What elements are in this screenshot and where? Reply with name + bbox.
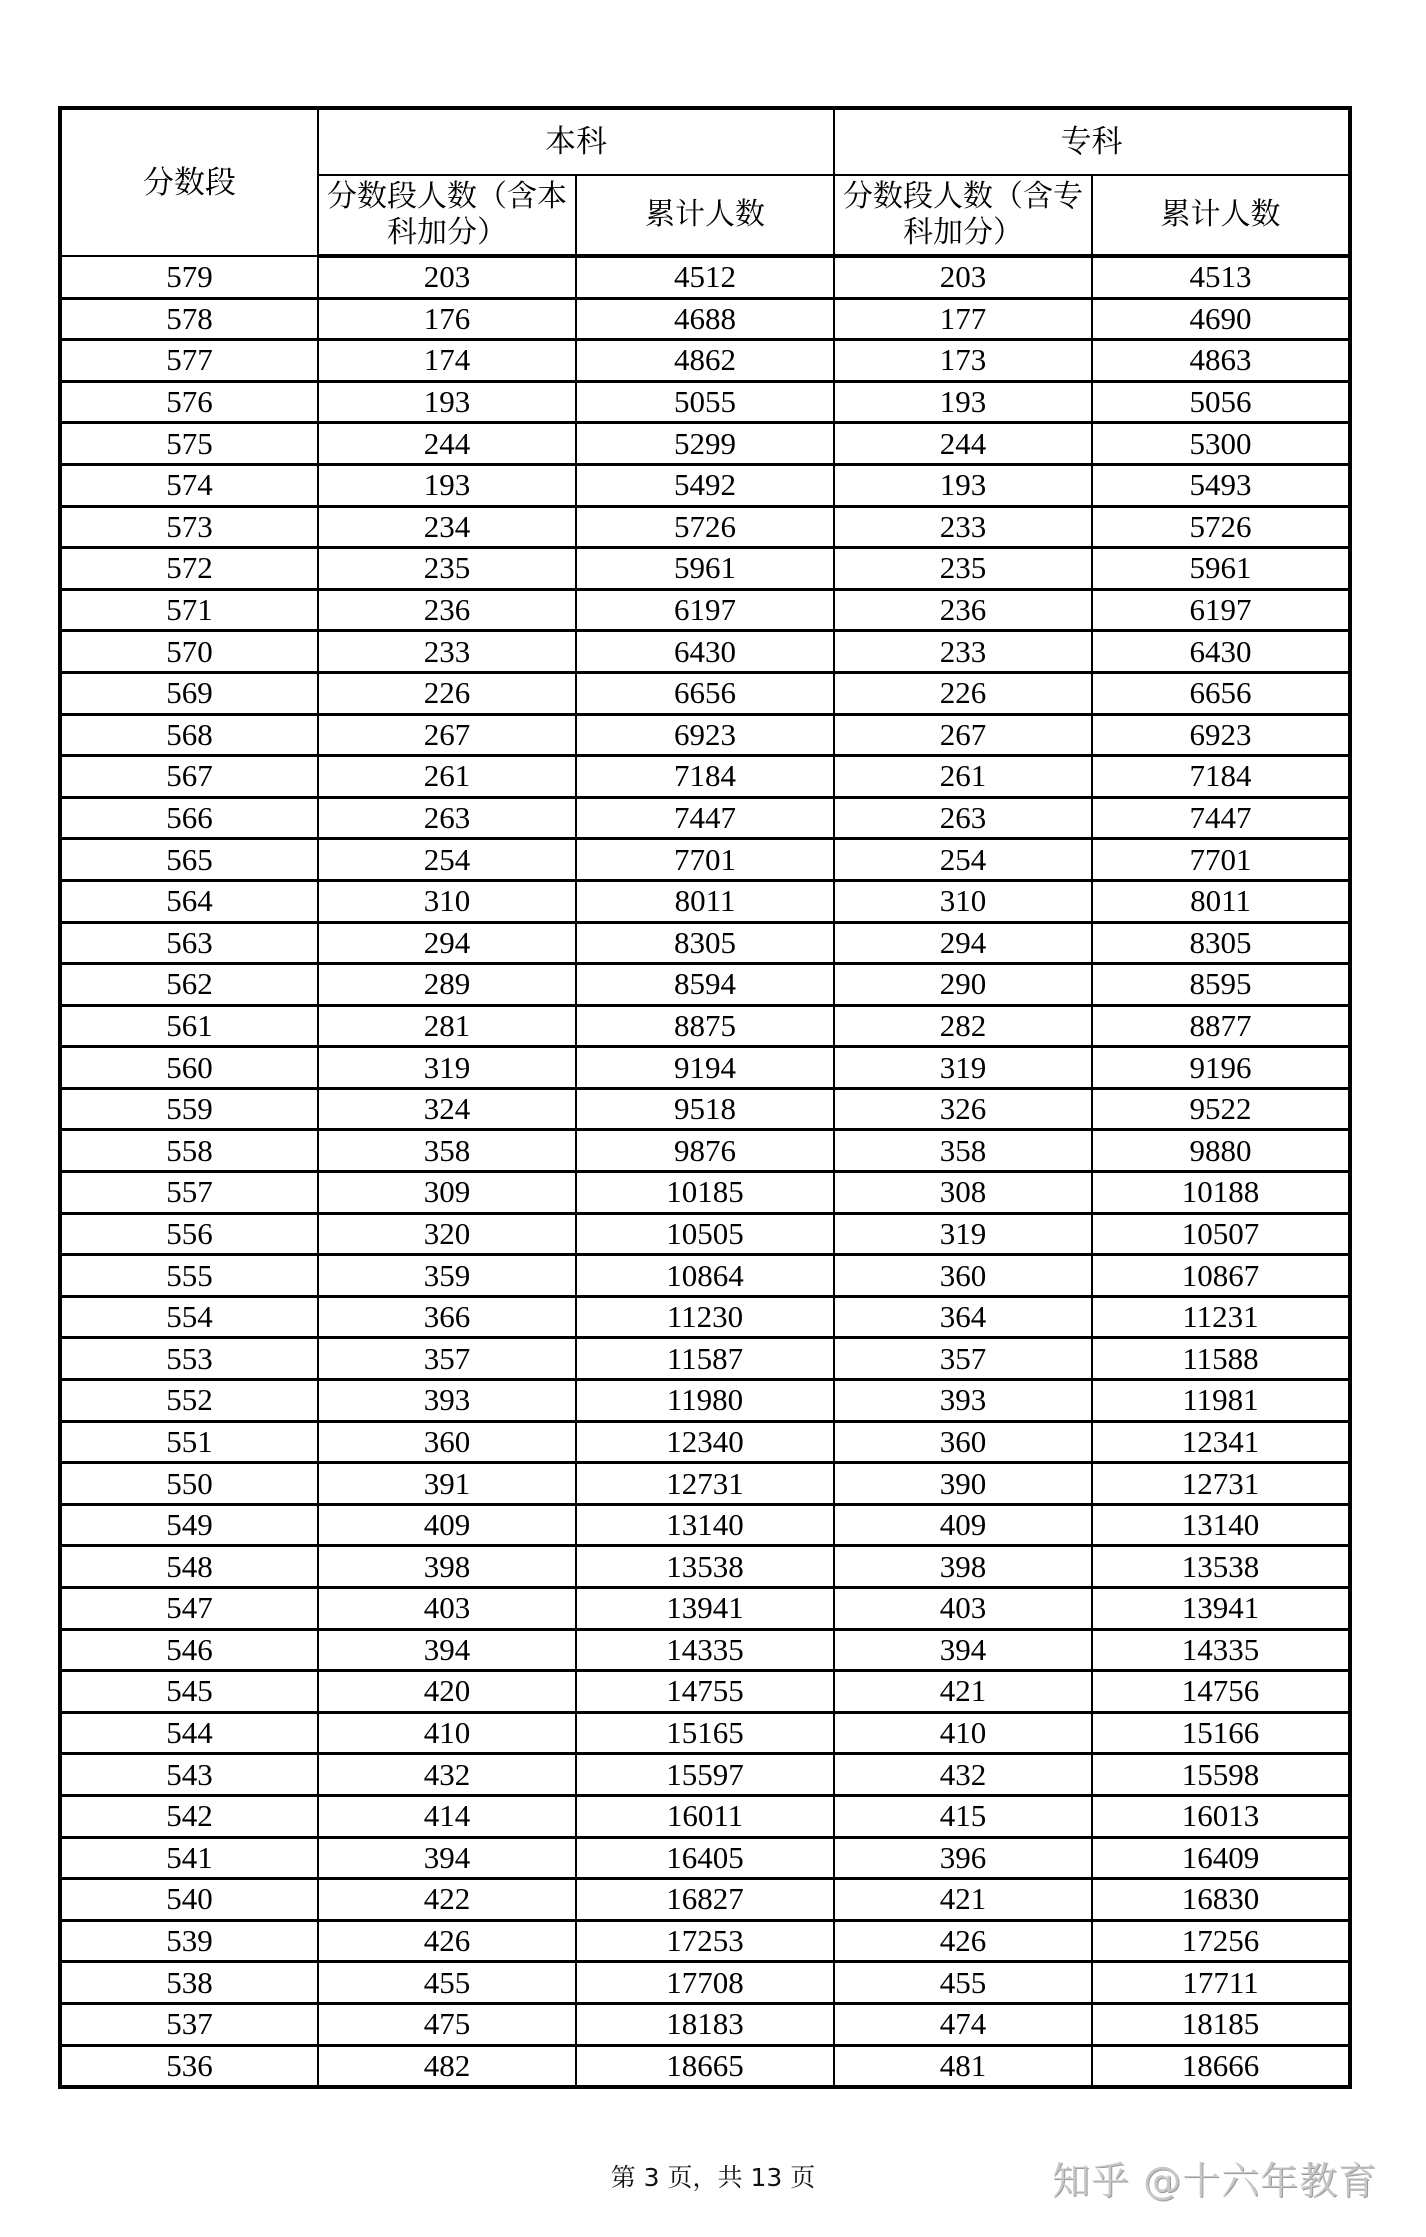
score-cell: 546 — [60, 1629, 318, 1671]
score-cell: 561 — [60, 1005, 318, 1047]
watermark: 知乎 @十六年教育 — [1052, 2159, 1378, 2203]
table-row — [60, 1920, 1350, 1962]
undergraduate-count-cell: 254 — [318, 839, 576, 881]
junior-college-cumulative-cell: 4513 — [1092, 256, 1350, 298]
table-row — [60, 1754, 1350, 1796]
undergraduate-count-cell: 193 — [318, 381, 576, 423]
undergraduate-cumulative-cell: 9194 — [576, 1047, 834, 1089]
junior-college-count-cell: 267 — [834, 714, 1092, 756]
score-cell: 538 — [60, 1962, 318, 2004]
undergraduate-count-cell: 309 — [318, 1172, 576, 1214]
table-row — [60, 1629, 1350, 1671]
junior-college-cumulative-cell: 7701 — [1092, 839, 1350, 881]
undergraduate-count-cell: 357 — [318, 1338, 576, 1380]
undergraduate-count-cell: 475 — [318, 2003, 576, 2045]
junior-college-count-cell: 263 — [834, 797, 1092, 839]
undergraduate-count-cell: 432 — [318, 1754, 576, 1796]
undergraduate-cumulative-cell: 10864 — [576, 1255, 834, 1297]
undergraduate-cumulative-cell: 4688 — [576, 298, 834, 340]
junior-college-count-cell: 358 — [834, 1130, 1092, 1172]
undergraduate-cumulative-cell: 11980 — [576, 1380, 834, 1422]
junior-college-cumulative-cell: 18185 — [1092, 2003, 1350, 2045]
junior-college-count-cell: 235 — [834, 548, 1092, 590]
junior-college-cumulative-cell: 5300 — [1092, 423, 1350, 465]
score-cell: 578 — [60, 298, 318, 340]
score-cell: 564 — [60, 880, 318, 922]
undergraduate-count-cell: 261 — [318, 756, 576, 798]
undergraduate-cumulative-cell: 14755 — [576, 1671, 834, 1713]
score-cell: 558 — [60, 1130, 318, 1172]
junior-college-cumulative-cell: 17256 — [1092, 1920, 1350, 1962]
undergraduate-cumulative-cell: 13941 — [576, 1588, 834, 1630]
table-row — [60, 797, 1350, 839]
junior-college-cumulative-cell: 13538 — [1092, 1546, 1350, 1588]
table-row — [60, 1671, 1350, 1713]
junior-college-count-cell: 290 — [834, 964, 1092, 1006]
undergraduate-cumulative-cell: 8305 — [576, 922, 834, 964]
undergraduate-cumulative-cell: 6656 — [576, 672, 834, 714]
table-row — [60, 1255, 1350, 1297]
junior-college-cumulative-cell: 5961 — [1092, 548, 1350, 590]
undergraduate-count-cell: 174 — [318, 340, 576, 382]
junior-college-count-cell: 310 — [834, 880, 1092, 922]
undergraduate-count-cell: 320 — [318, 1213, 576, 1255]
undergraduate-count-cell: 234 — [318, 506, 576, 548]
undergraduate-cumulative-cell: 16011 — [576, 1795, 834, 1837]
score-cell: 549 — [60, 1504, 318, 1546]
undergraduate-cumulative-cell: 7184 — [576, 756, 834, 798]
junior-college-cumulative-cell: 13140 — [1092, 1504, 1350, 1546]
junior-college-cumulative-cell: 11231 — [1092, 1296, 1350, 1338]
junior-college-count-cell: 481 — [834, 2045, 1092, 2087]
undergraduate-count-cell: 267 — [318, 714, 576, 756]
table-row — [60, 1338, 1350, 1380]
score-cell: 562 — [60, 964, 318, 1006]
junior-college-cumulative-cell: 12731 — [1092, 1463, 1350, 1505]
score-cell: 566 — [60, 797, 318, 839]
table-row — [60, 1047, 1350, 1089]
junior-college-cumulative-cell: 15166 — [1092, 1712, 1350, 1754]
score-cell: 563 — [60, 922, 318, 964]
junior-college-cumulative-header: 累计人数 — [1092, 175, 1350, 256]
score-cell: 547 — [60, 1588, 318, 1630]
undergraduate-cumulative-cell: 5492 — [576, 464, 834, 506]
undergraduate-cumulative-cell: 6197 — [576, 589, 834, 631]
junior-college-count-cell: 177 — [834, 298, 1092, 340]
score-cell: 537 — [60, 2003, 318, 2045]
undergraduate-cumulative-cell: 17708 — [576, 1962, 834, 2004]
undergraduate-cumulative-cell: 16827 — [576, 1879, 834, 1921]
undergraduate-count-cell: 403 — [318, 1588, 576, 1630]
table-row — [60, 298, 1350, 340]
undergraduate-count-cell: 366 — [318, 1296, 576, 1338]
score-cell: 569 — [60, 672, 318, 714]
table-row — [60, 672, 1350, 714]
junior-college-cumulative-cell: 18666 — [1092, 2045, 1350, 2087]
junior-college-count-cell: 244 — [834, 423, 1092, 465]
undergraduate-count-cell: 420 — [318, 1671, 576, 1713]
table-row — [60, 756, 1350, 798]
score-cell: 554 — [60, 1296, 318, 1338]
junior-college-count-cell: 398 — [834, 1546, 1092, 1588]
junior-college-count-cell: 474 — [834, 2003, 1092, 2045]
table-row — [60, 1088, 1350, 1130]
table-row — [60, 1130, 1350, 1172]
junior-college-count-cell: 193 — [834, 464, 1092, 506]
junior-college-cumulative-cell: 8595 — [1092, 964, 1350, 1006]
junior-college-count-cell: 173 — [834, 340, 1092, 382]
junior-college-count-cell: 393 — [834, 1380, 1092, 1422]
undergraduate-count-cell: 176 — [318, 298, 576, 340]
undergraduate-cumulative-cell: 13140 — [576, 1504, 834, 1546]
undergraduate-count-cell: 394 — [318, 1837, 576, 1879]
table-row — [60, 922, 1350, 964]
undergraduate-count-cell: 294 — [318, 922, 576, 964]
undergraduate-cumulative-cell: 11230 — [576, 1296, 834, 1338]
undergraduate-cumulative-cell: 9518 — [576, 1088, 834, 1130]
junior-college-cumulative-cell: 11981 — [1092, 1380, 1350, 1422]
undergraduate-count-cell: 455 — [318, 1962, 576, 2004]
score-cell: 575 — [60, 423, 318, 465]
score-cell: 572 — [60, 548, 318, 590]
score-cell: 541 — [60, 1837, 318, 1879]
junior-college-count-header: 分数段人数（含专科加分） — [834, 175, 1092, 256]
junior-college-count-cell: 203 — [834, 256, 1092, 298]
junior-college-cumulative-cell: 16830 — [1092, 1879, 1350, 1921]
table-row — [60, 2045, 1350, 2087]
table-row — [60, 1795, 1350, 1837]
table-row — [60, 381, 1350, 423]
score-cell: 557 — [60, 1172, 318, 1214]
undergraduate-cumulative-cell: 5726 — [576, 506, 834, 548]
table-row — [60, 1712, 1350, 1754]
junior-college-count-cell: 226 — [834, 672, 1092, 714]
junior-college-cumulative-cell: 10867 — [1092, 1255, 1350, 1297]
undergraduate-count-cell: 398 — [318, 1546, 576, 1588]
undergraduate-cumulative-cell: 10505 — [576, 1213, 834, 1255]
junior-college-cumulative-cell: 4863 — [1092, 340, 1350, 382]
score-cell: 550 — [60, 1463, 318, 1505]
score-cell: 555 — [60, 1255, 318, 1297]
junior-college-cumulative-cell: 6923 — [1092, 714, 1350, 756]
undergraduate-count-cell: 426 — [318, 1920, 576, 1962]
junior-college-cumulative-cell: 14335 — [1092, 1629, 1350, 1671]
junior-college-cumulative-cell: 9522 — [1092, 1088, 1350, 1130]
undergraduate-group-header: 本科 — [318, 108, 834, 175]
table-row — [60, 1837, 1350, 1879]
table-row — [60, 839, 1350, 881]
undergraduate-cumulative-cell: 15597 — [576, 1754, 834, 1796]
score-cell: 567 — [60, 756, 318, 798]
undergraduate-cumulative-cell: 8011 — [576, 880, 834, 922]
score-cell: 553 — [60, 1338, 318, 1380]
junior-college-cumulative-cell: 13941 — [1092, 1588, 1350, 1630]
table-row — [60, 1588, 1350, 1630]
undergraduate-cumulative-cell: 7701 — [576, 839, 834, 881]
undergraduate-cumulative-cell: 4512 — [576, 256, 834, 298]
table-row — [60, 506, 1350, 548]
score-cell: 540 — [60, 1879, 318, 1921]
undergraduate-count-cell: 244 — [318, 423, 576, 465]
undergraduate-count-cell: 289 — [318, 964, 576, 1006]
undergraduate-cumulative-cell: 7447 — [576, 797, 834, 839]
junior-college-cumulative-cell: 8877 — [1092, 1005, 1350, 1047]
score-cell: 539 — [60, 1920, 318, 1962]
table-row — [60, 423, 1350, 465]
junior-college-cumulative-cell: 5056 — [1092, 381, 1350, 423]
undergraduate-count-cell: 394 — [318, 1629, 576, 1671]
score-cell: 544 — [60, 1712, 318, 1754]
junior-college-count-cell: 426 — [834, 1920, 1092, 1962]
undergraduate-cumulative-cell: 14335 — [576, 1629, 834, 1671]
junior-college-count-cell: 421 — [834, 1879, 1092, 1921]
junior-college-cumulative-cell: 16409 — [1092, 1837, 1350, 1879]
table-row — [60, 1463, 1350, 1505]
undergraduate-cumulative-cell: 18183 — [576, 2003, 834, 2045]
table-row — [60, 464, 1350, 506]
table-row — [60, 2003, 1350, 2045]
undergraduate-count-cell: 263 — [318, 797, 576, 839]
undergraduate-cumulative-cell: 8875 — [576, 1005, 834, 1047]
undergraduate-count-cell: 409 — [318, 1504, 576, 1546]
junior-college-cumulative-cell: 14756 — [1092, 1671, 1350, 1713]
undergraduate-cumulative-cell: 5961 — [576, 548, 834, 590]
junior-college-count-cell: 455 — [834, 1962, 1092, 2004]
junior-college-cumulative-cell: 15598 — [1092, 1754, 1350, 1796]
score-cell: 577 — [60, 340, 318, 382]
undergraduate-count-cell: 310 — [318, 880, 576, 922]
table-row — [60, 1421, 1350, 1463]
junior-college-count-cell: 396 — [834, 1837, 1092, 1879]
undergraduate-cumulative-cell: 5299 — [576, 423, 834, 465]
junior-college-cumulative-cell: 12341 — [1092, 1421, 1350, 1463]
score-cell: 556 — [60, 1213, 318, 1255]
junior-college-count-cell: 357 — [834, 1338, 1092, 1380]
junior-college-cumulative-cell: 9880 — [1092, 1130, 1350, 1172]
table-row — [60, 1504, 1350, 1546]
undergraduate-count-cell: 359 — [318, 1255, 576, 1297]
junior-college-count-cell: 403 — [834, 1588, 1092, 1630]
junior-college-cumulative-cell: 16013 — [1092, 1795, 1350, 1837]
table-row — [60, 1296, 1350, 1338]
junior-college-count-cell: 409 — [834, 1504, 1092, 1546]
table-row — [60, 548, 1350, 590]
undergraduate-count-cell: 235 — [318, 548, 576, 590]
junior-college-count-cell: 319 — [834, 1047, 1092, 1089]
table-row — [60, 880, 1350, 922]
table-row — [60, 631, 1350, 673]
table-row — [60, 1172, 1350, 1214]
score-cell: 579 — [60, 256, 318, 298]
undergraduate-cumulative-header: 累计人数 — [576, 175, 834, 256]
table-row — [60, 1380, 1350, 1422]
junior-college-count-cell: 432 — [834, 1754, 1092, 1796]
page-number-footer: 第 3 页，共 13 页 — [610, 2163, 816, 2192]
junior-college-count-cell: 360 — [834, 1255, 1092, 1297]
undergraduate-cumulative-cell: 16405 — [576, 1837, 834, 1879]
table-row — [60, 1962, 1350, 2004]
junior-college-group-header: 专科 — [834, 108, 1350, 175]
junior-college-count-cell: 326 — [834, 1088, 1092, 1130]
table-row — [60, 1005, 1350, 1047]
undergraduate-count-cell: 393 — [318, 1380, 576, 1422]
table-row — [60, 1213, 1350, 1255]
undergraduate-count-cell: 482 — [318, 2045, 576, 2087]
undergraduate-cumulative-cell: 11587 — [576, 1338, 834, 1380]
undergraduate-count-cell: 422 — [318, 1879, 576, 1921]
score-cell: 536 — [60, 2045, 318, 2087]
junior-college-count-cell: 233 — [834, 506, 1092, 548]
score-cell: 571 — [60, 589, 318, 631]
undergraduate-count-cell: 414 — [318, 1795, 576, 1837]
undergraduate-cumulative-cell: 6430 — [576, 631, 834, 673]
undergraduate-cumulative-cell: 18665 — [576, 2045, 834, 2087]
undergraduate-count-cell: 203 — [318, 256, 576, 298]
junior-college-count-cell: 193 — [834, 381, 1092, 423]
junior-college-count-cell: 390 — [834, 1463, 1092, 1505]
score-range-header: 分数段 — [60, 108, 318, 256]
undergraduate-cumulative-cell: 9876 — [576, 1130, 834, 1172]
undergraduate-count-cell: 233 — [318, 631, 576, 673]
undergraduate-count-cell: 226 — [318, 672, 576, 714]
undergraduate-count-header: 分数段人数（含本科加分） — [318, 175, 576, 256]
table-row — [60, 714, 1350, 756]
score-cell: 551 — [60, 1421, 318, 1463]
junior-college-cumulative-cell: 6197 — [1092, 589, 1350, 631]
junior-college-cumulative-cell: 7447 — [1092, 797, 1350, 839]
score-cell: 545 — [60, 1671, 318, 1713]
score-cell: 560 — [60, 1047, 318, 1089]
undergraduate-cumulative-cell: 17253 — [576, 1920, 834, 1962]
junior-college-cumulative-cell: 6430 — [1092, 631, 1350, 673]
undergraduate-count-cell: 360 — [318, 1421, 576, 1463]
undergraduate-cumulative-cell: 12340 — [576, 1421, 834, 1463]
undergraduate-count-cell: 319 — [318, 1047, 576, 1089]
undergraduate-cumulative-cell: 5055 — [576, 381, 834, 423]
junior-college-cumulative-cell: 10188 — [1092, 1172, 1350, 1214]
junior-college-cumulative-cell: 10507 — [1092, 1213, 1350, 1255]
undergraduate-cumulative-cell: 13538 — [576, 1546, 834, 1588]
score-cell: 574 — [60, 464, 318, 506]
junior-college-cumulative-cell: 6656 — [1092, 672, 1350, 714]
junior-college-count-cell: 410 — [834, 1712, 1092, 1754]
junior-college-count-cell: 254 — [834, 839, 1092, 881]
table-row — [60, 340, 1350, 382]
score-cell: 568 — [60, 714, 318, 756]
junior-college-cumulative-cell: 8011 — [1092, 880, 1350, 922]
score-cell: 543 — [60, 1754, 318, 1796]
table-row — [60, 1879, 1350, 1921]
undergraduate-cumulative-cell: 15165 — [576, 1712, 834, 1754]
junior-college-count-cell: 364 — [834, 1296, 1092, 1338]
junior-college-cumulative-cell: 5726 — [1092, 506, 1350, 548]
score-cell: 559 — [60, 1088, 318, 1130]
table-row — [60, 964, 1350, 1006]
junior-college-count-cell: 415 — [834, 1795, 1092, 1837]
junior-college-cumulative-cell: 8305 — [1092, 922, 1350, 964]
junior-college-cumulative-cell: 9196 — [1092, 1047, 1350, 1089]
undergraduate-cumulative-cell: 12731 — [576, 1463, 834, 1505]
score-cell: 542 — [60, 1795, 318, 1837]
junior-college-count-cell: 308 — [834, 1172, 1092, 1214]
table-row — [60, 589, 1350, 631]
table-row — [60, 1546, 1350, 1588]
undergraduate-count-cell: 391 — [318, 1463, 576, 1505]
junior-college-count-cell: 236 — [834, 589, 1092, 631]
undergraduate-cumulative-cell: 6923 — [576, 714, 834, 756]
score-cell: 552 — [60, 1380, 318, 1422]
junior-college-cumulative-cell: 7184 — [1092, 756, 1350, 798]
score-cell: 576 — [60, 381, 318, 423]
junior-college-count-cell: 261 — [834, 756, 1092, 798]
undergraduate-count-cell: 193 — [318, 464, 576, 506]
junior-college-cumulative-cell: 4690 — [1092, 298, 1350, 340]
table-body — [60, 256, 1350, 2087]
score-cell: 570 — [60, 631, 318, 673]
score-cell: 573 — [60, 506, 318, 548]
undergraduate-count-cell: 281 — [318, 1005, 576, 1047]
undergraduate-cumulative-cell: 10185 — [576, 1172, 834, 1214]
junior-college-count-cell: 282 — [834, 1005, 1092, 1047]
junior-college-cumulative-cell: 5493 — [1092, 464, 1350, 506]
score-distribution-table — [58, 106, 1352, 2089]
undergraduate-count-cell: 324 — [318, 1088, 576, 1130]
junior-college-count-cell: 421 — [834, 1671, 1092, 1713]
undergraduate-cumulative-cell: 4862 — [576, 340, 834, 382]
junior-college-count-cell: 394 — [834, 1629, 1092, 1671]
undergraduate-count-cell: 236 — [318, 589, 576, 631]
undergraduate-count-cell: 410 — [318, 1712, 576, 1754]
junior-college-count-cell: 294 — [834, 922, 1092, 964]
undergraduate-cumulative-cell: 8594 — [576, 964, 834, 1006]
score-cell: 565 — [60, 839, 318, 881]
undergraduate-count-cell: 358 — [318, 1130, 576, 1172]
junior-college-cumulative-cell: 17711 — [1092, 1962, 1350, 2004]
junior-college-count-cell: 319 — [834, 1213, 1092, 1255]
score-cell: 548 — [60, 1546, 318, 1588]
table-row — [60, 256, 1350, 298]
junior-college-count-cell: 360 — [834, 1421, 1092, 1463]
table-header — [60, 108, 1350, 256]
junior-college-cumulative-cell: 11588 — [1092, 1338, 1350, 1380]
junior-college-count-cell: 233 — [834, 631, 1092, 673]
